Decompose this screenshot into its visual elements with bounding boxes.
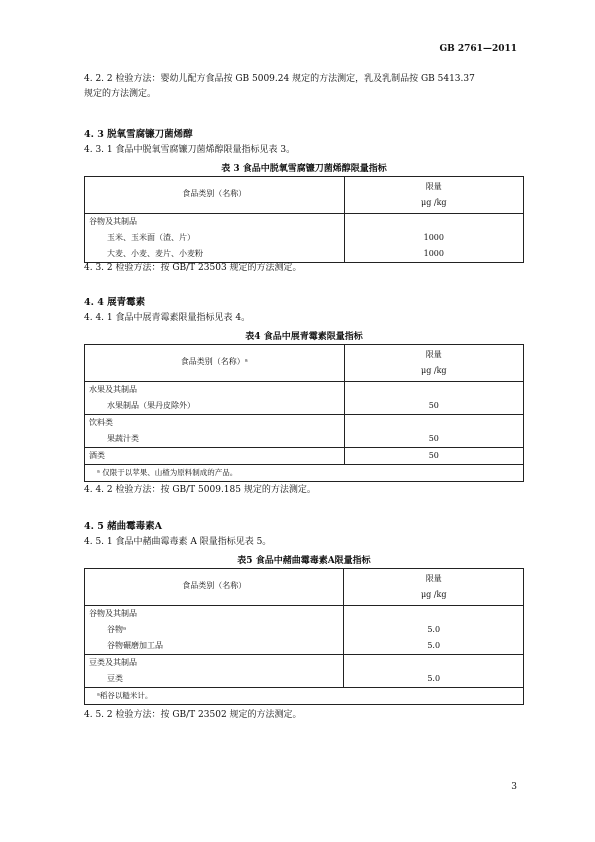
table-row	[85, 606, 524, 655]
limit-value: 1000	[423, 249, 444, 258]
category-item: 玉米、玉米面（渣、片）	[107, 233, 195, 242]
paragraph-line: 4. 2. 2 检验方法：婴幼儿配方食品按 GB 5009.24 规定的方法测定，乳及乳制品按 GB 5413.37	[84, 74, 475, 84]
column-header-category: 食品类别（名称）ᵃ	[180, 357, 248, 366]
section-title-4-3: 4. 3 脱氧雪腐镰刀菌烯醇	[84, 129, 193, 140]
limit-value: 1000	[423, 233, 444, 242]
column-header-limit: 限量	[425, 350, 442, 359]
table-row	[85, 415, 524, 448]
table-row	[85, 655, 524, 688]
column-header-limit: 限量	[425, 182, 442, 191]
paragraph-4-2-2	[84, 72, 524, 102]
category-group: 水果及其制品	[89, 385, 137, 394]
table-3-title: 表 3 食品中脱氧雪腐镰刀菌烯醇限量指标	[221, 164, 387, 174]
table-4-title: 表4 食品中展青霉素限量指标	[245, 332, 363, 342]
table-footnote: ᵃ稻谷以糙米计。	[97, 691, 153, 700]
table-footnote: ᵃ 仅限于以苹果、山楂为原料制成的产品。	[97, 468, 238, 477]
column-header-unit: μg /kg	[421, 198, 447, 207]
column-header-category: 食品类别（名称）	[182, 189, 247, 198]
column-header-category: 食品类别（名称）	[182, 581, 247, 590]
table-5-title: 表5 食品中赭曲霉毒素A限量指标	[237, 556, 371, 566]
category-item: 豆类	[107, 674, 123, 683]
column-header-unit: μg /kg	[420, 590, 447, 599]
table-3	[84, 176, 524, 263]
paragraph-4-3-2: 4. 3. 2 检验方法：按 GB/T 23503 规定的方法测定。	[84, 263, 302, 273]
table-note-row	[85, 688, 524, 705]
column-header-limit: 限量	[425, 574, 442, 583]
limit-value: 5.0	[427, 641, 441, 650]
table-row	[85, 214, 524, 263]
table-row	[85, 448, 524, 465]
paragraph-4-4-1: 4. 4. 1 食品中展青霉素限量指标见表 4。	[84, 313, 251, 323]
paragraph-4-4-2: 4. 4. 2 检验方法：按 GB/T 5009.185 规定的方法测定。	[84, 485, 316, 495]
limit-value: 5.0	[427, 625, 441, 634]
paragraph-4-5-1: 4. 5. 1 食品中赭曲霉毒素 A 限量指标见表 5。	[84, 537, 272, 547]
column-header-unit: μg /kg	[421, 366, 447, 375]
category-item: 水果制品（果丹皮除外）	[107, 401, 195, 410]
category-group: 谷物及其制品	[89, 609, 137, 618]
table-note-row	[85, 465, 524, 482]
standard-number: GB 2761—2011	[439, 44, 517, 54]
limit-value: 50	[428, 451, 439, 460]
category-item: 果蔬汁类	[107, 434, 139, 443]
section-title-4-4: 4. 4 展青霉素	[84, 297, 146, 308]
limit-value: 50	[428, 401, 439, 410]
category-group: 豆类及其制品	[89, 658, 137, 667]
category-item: 大麦、小麦、麦片、小麦粉	[107, 249, 203, 258]
category-group: 饮料类	[89, 418, 113, 427]
limit-value: 5.0	[427, 674, 441, 683]
paragraph-4-3-1: 4. 3. 1 食品中脱氧雪腐镰刀菌烯醇限量指标见表 3。	[84, 145, 296, 155]
paragraph-line: 规定的方法测定。	[84, 89, 157, 99]
table-row	[85, 382, 524, 415]
category-item: 谷物碾磨加工品	[107, 641, 163, 650]
category-group: 酒类	[89, 451, 105, 460]
paragraph-4-5-2: 4. 5. 2 检验方法：按 GB/T 23502 规定的方法测定。	[84, 710, 302, 720]
page-number: 3	[511, 782, 517, 792]
limit-value: 50	[428, 434, 439, 443]
category-group: 谷物及其制品	[89, 217, 137, 226]
category-item: 谷物ᵃ	[107, 625, 127, 634]
table-5	[84, 568, 524, 705]
section-title-4-5: 4. 5 赭曲霉毒素A	[84, 521, 163, 532]
table-4	[84, 344, 524, 482]
